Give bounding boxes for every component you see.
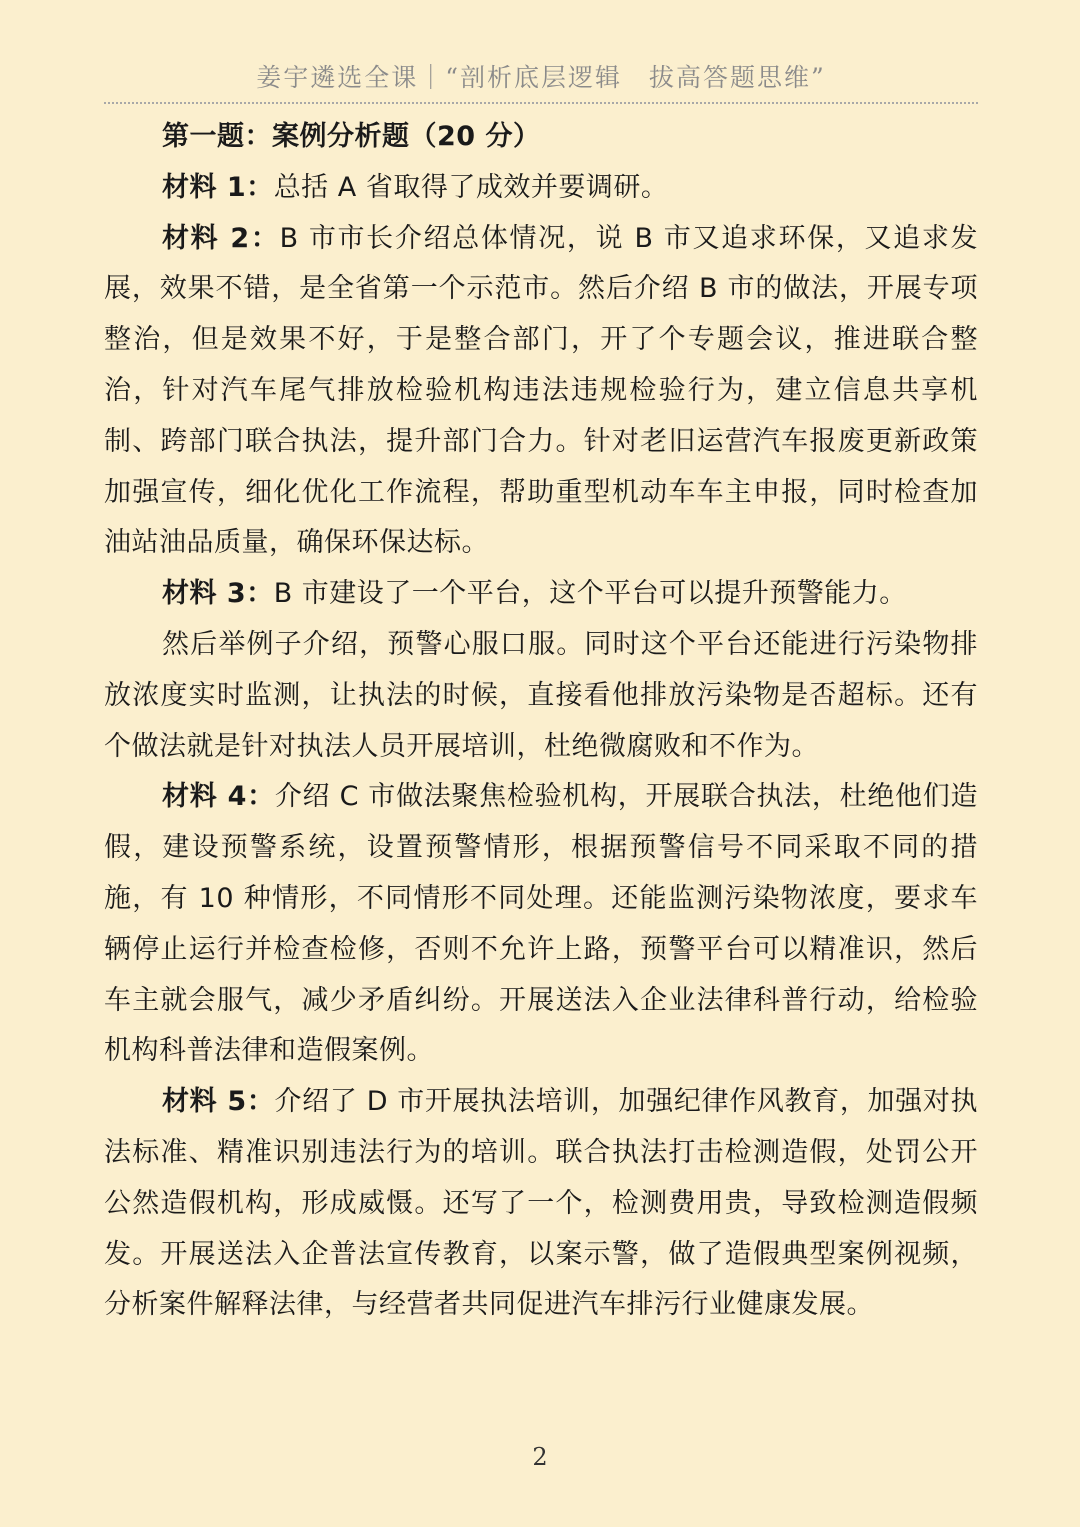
material-paragraph-4 xyxy=(104,772,978,1077)
material-label: 材料 5： xyxy=(162,1086,275,1118)
material-paragraph-1 xyxy=(104,163,978,214)
material-paragraph-3-continued xyxy=(104,620,978,772)
material-text: 介绍 C 市做法聚焦检验机构，开展联合执法，杜绝他们造假，建设预警系统，设置预警情形，根据预警信号不同采取不同的措施，有 10 种情形，不同情形不同处理。还能监测污染物浓度，要求车辆停止运行并检查检修，否则不允许上路，预警平台可以精准识，然后车主就会服气，减少矛盾纠纷。开展送法入企业法律科普行动，给检验机构科普法律和造假案例。 xyxy=(104,781,978,1067)
material-label: 材料 1： xyxy=(162,171,274,203)
material-paragraph-5 xyxy=(104,1077,978,1331)
material-label: 材料 4： xyxy=(162,781,275,813)
material-paragraph-2 xyxy=(104,214,978,570)
page-header: 姜宇遴选全课｜“剖析底层逻辑 拔高答题思维” xyxy=(256,63,826,92)
material-text: 介绍了 D 市开展执法培训，加强纪律作风教育，加强对执法标准、精准识别违法行为的培训。联合执法打击检测造假，处罚公开公然造假机构，形成威慑。还写了一个，检测费用贵，导致检测造假频发。开展送法入企普法宣传教育，以案示警，做了造假典型案例视频，分析案件解释法律，与经营者共同促进汽车排污行业健康发展。 xyxy=(104,1086,978,1321)
material-text: 然后举例子介绍，预警心服口服。同时这个平台还能进行污染物排放浓度实时监测，让执法的时候，直接看他排放污染物是否超标。还有个做法就是针对执法人员开展培训，杜绝微腐败和不作为。 xyxy=(104,628,978,762)
material-text: B 市市长介绍总体情况，说 B 市又追求环保，又追求发展，效果不错，是全省第一个示范市。然后介绍 B 市的做法，开展专项整治，但是效果不好，于是整合部门，开了个专题会议，推进联合整治，针对汽车尾气排放检验机构违法违规检验行为，建立信息共享机制、跨部门联合执法，提升部门合力。针对老旧运营汽车报废更新政策加强宣传，细化优化工作流程，帮助重型机动车车主申报，同时检查加油站油品质量，确保环保达标。 xyxy=(104,222,979,559)
document-body xyxy=(104,112,978,1331)
question-title xyxy=(104,112,978,163)
material-text: B 市建设了一个平台，这个平台可以提升预警能力。 xyxy=(273,578,907,610)
header-divider xyxy=(104,102,978,104)
material-label: 材料 2： xyxy=(162,222,280,254)
material-text: 总括 A 省取得了成效并要调研。 xyxy=(273,171,669,203)
material-label: 材料 3： xyxy=(162,578,274,610)
question-title-text: 第一题：案例分析题（20 分） xyxy=(162,121,541,152)
page-number: 2 xyxy=(532,1443,548,1471)
material-paragraph-3 xyxy=(104,569,978,620)
